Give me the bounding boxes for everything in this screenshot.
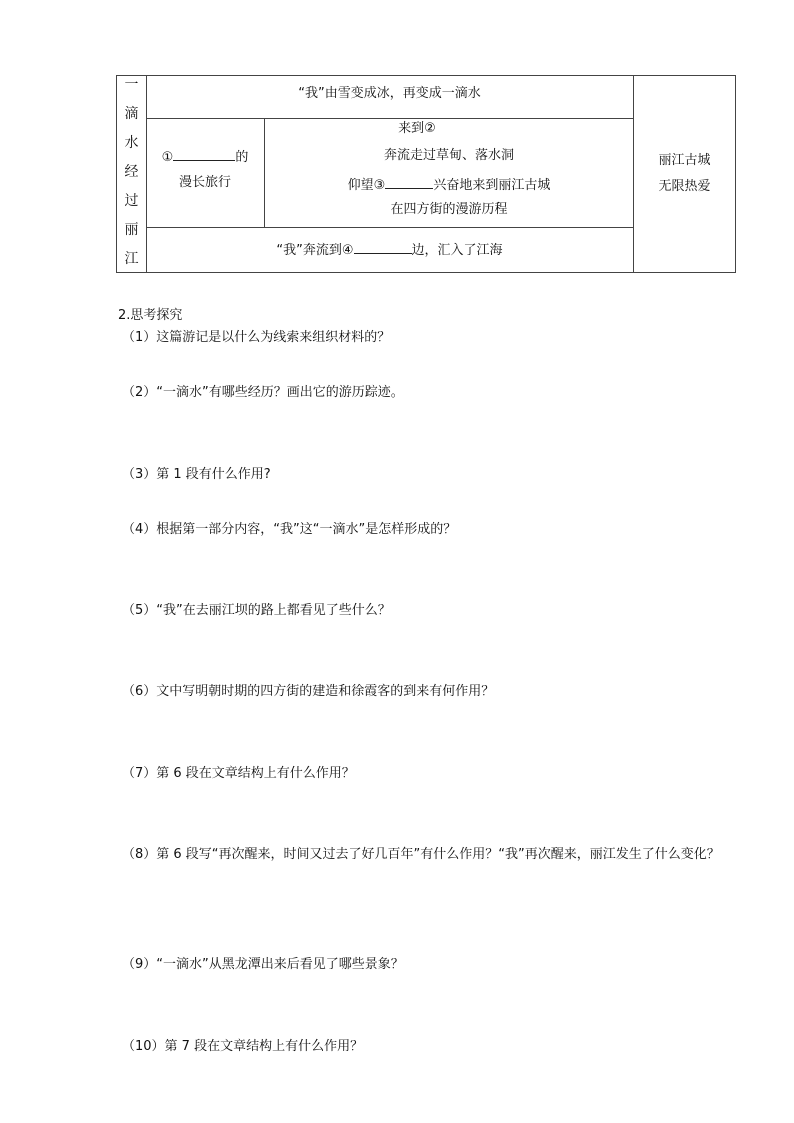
vertical-title-char: 过 — [124, 193, 139, 209]
blank-suffix: 兴奋地来到丽江古城 — [433, 178, 551, 193]
question-6: （6）文中写明朝时期的四方街的建造和徐霞客的到来有何作用？ — [122, 684, 495, 699]
vertical-title-char: 滴 — [124, 106, 139, 122]
left-cell-line2: 漫长旅行 — [178, 175, 231, 190]
vertical-title-char: 一 — [124, 77, 139, 93]
answer-blank-1[interactable] — [173, 148, 235, 161]
journey-table — [116, 75, 736, 273]
middle-cell-line3 — [265, 176, 633, 192]
vertical-title-char: 江 — [124, 251, 139, 267]
table-divider — [146, 118, 633, 119]
question-7: （7）第 6 段在文章结构上有什么作用？ — [122, 766, 355, 781]
right-cell-line1: 丽江古城 — [658, 153, 711, 168]
question-5: （5）“我”在去丽江坝的路上都看见了些什么？ — [122, 603, 391, 618]
bottom-row-text — [146, 241, 633, 257]
middle-cell-line1: 来到② — [398, 121, 436, 136]
table-divider — [146, 227, 633, 228]
vertical-title — [117, 76, 146, 272]
question-3: （3）第 1 段有什么作用? — [122, 467, 271, 482]
answer-blank-4[interactable] — [354, 241, 412, 254]
question-1: （1）这篇游记是以什么为线索来组织材料的？ — [122, 330, 391, 345]
left-cell-line1 — [146, 148, 264, 164]
vertical-title-char: 经 — [124, 164, 139, 180]
question-8: （8）第 6 段写“再次醒来，时间又过去了好几百年”有什么作用？“我”再次醒来，丽江发生了什么变化？ — [122, 847, 720, 862]
vertical-title-char: 丽 — [124, 222, 139, 238]
blank-prefix: “我”奔流到④ — [276, 243, 354, 258]
question-9: （9）“一滴水”从黑龙潭出来后看见了哪些景象？ — [122, 957, 404, 972]
section-title: 2.思考探究 — [118, 308, 183, 323]
blank-suffix: 的 — [235, 150, 249, 165]
question-4: （4）根据第一部分内容，“我”这“一滴水”是怎样形成的？ — [122, 522, 457, 537]
question-10: （10）第 7 段在文章结构上有什么作用？ — [122, 1039, 364, 1054]
right-cell — [634, 76, 735, 272]
blank-prefix: 仰望③ — [347, 178, 386, 193]
vertical-title-char: 水 — [124, 135, 139, 151]
middle-cell-line4: 在四方街的漫游历程 — [390, 202, 508, 217]
right-cell-line2: 无限热爱 — [658, 179, 711, 194]
middle-cell-line2: 奔流走过草甸、落水洞 — [383, 148, 514, 163]
blank-prefix: ① — [161, 150, 174, 165]
blank-suffix: 边，汇入了江海 — [411, 243, 503, 258]
question-2: （2）“一滴水”有哪些经历？画出它的游历踪迹。 — [122, 385, 404, 400]
top-row-text: “我”由雪变成冰，再变成一滴水 — [298, 86, 481, 101]
answer-blank-3[interactable] — [385, 176, 433, 189]
